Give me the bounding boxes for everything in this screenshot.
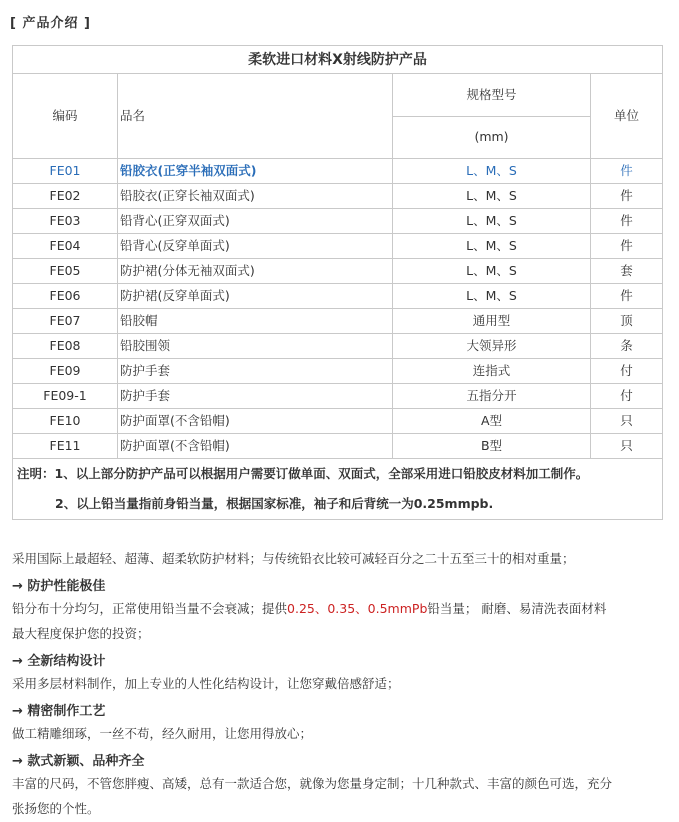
cell-spec: A型 <box>393 409 591 434</box>
table-row <box>13 434 663 459</box>
cell-name: 防护裙(反穿单面式) <box>118 284 393 309</box>
table-row <box>13 334 663 359</box>
table-row <box>13 409 663 434</box>
cell-name: 防护手套 <box>118 384 393 409</box>
table-row <box>13 234 663 259</box>
feature-heading-craft: → 精密制作工艺 <box>12 704 106 719</box>
feature-heading-protection: → 防护性能极佳 <box>12 579 106 594</box>
cell-code: FE10 <box>13 409 118 434</box>
intro-text: 采用国际上最超轻、超薄、超柔软防护材料；与传统铅衣比较可减轻百分之二十五至三十的相对重量； <box>12 551 575 566</box>
cell-name: 防护裙(分体无袖双面式) <box>118 259 393 284</box>
feature-text-part: 铅分布十分均匀，正常使用铅当量不会衰减；提供 <box>12 601 288 616</box>
cell-unit: 顶 <box>591 309 663 334</box>
cell-unit: 只 <box>591 409 663 434</box>
table-row <box>13 159 663 184</box>
feature-text-styles <box>12 771 667 821</box>
cell-name: 铅胶围领 <box>118 334 393 359</box>
cell-spec: B型 <box>393 434 591 459</box>
table-row <box>13 309 663 334</box>
table-note-1: 注明：1、以上部分防护产品可以根据用户需要订做单面、双面式，全部采用进口铅胶皮材料加工制作。 <box>13 459 663 490</box>
cell-spec: L、M、S <box>393 259 591 284</box>
cell-code: FE04 <box>13 234 118 259</box>
header-spec: 规格型号 <box>393 74 591 117</box>
cell-name: 铅背心(正穿双面式) <box>118 209 393 234</box>
table-note-2: 2、以上铅当量指前身铅当量，根据国家标准，袖子和后背统一为0.25mmpb. <box>13 489 663 520</box>
cell-code: FE01 <box>13 159 118 184</box>
cell-name: 铅胶帽 <box>118 309 393 334</box>
cell-code: FE09-1 <box>13 384 118 409</box>
cell-unit: 套 <box>591 259 663 284</box>
cell-name[interactable]: 铅胶衣(正穿半袖双面式) <box>118 159 393 184</box>
cell-name: 防护手套 <box>118 359 393 384</box>
cell-spec: 通用型 <box>393 309 591 334</box>
cell-unit: 只 <box>591 434 663 459</box>
feature-text-craft: 做工精雕细琢，一丝不苟，经久耐用，让您用得放心； <box>12 726 313 741</box>
cell-spec: 五指分开 <box>393 384 591 409</box>
cell-unit: 件 <box>591 209 663 234</box>
cell-name: 防护面罩(不含铅帽) <box>118 409 393 434</box>
cell-name: 铅胶衣(正穿长袖双面式) <box>118 184 393 209</box>
cell-unit: 件 <box>591 234 663 259</box>
table-row <box>13 384 663 409</box>
table-row <box>13 259 663 284</box>
feature-heading-structure: → 全新结构设计 <box>12 654 106 669</box>
lead-equivalent-values: 0.25、0.35、0.5mmPb <box>287 601 428 616</box>
cell-code: FE11 <box>13 434 118 459</box>
feature-text-part: 丰富的尺码，不管您胖瘦、高矮，总有一款适合您，就像为您量身定制；十几种款式、丰富的颜色可选，充分 <box>12 776 613 791</box>
feature-text-line2: 张扬您的个性。 <box>12 801 100 816</box>
cell-unit: 件 <box>591 159 663 184</box>
cell-unit: 付 <box>591 384 663 409</box>
cell-unit: 件 <box>591 284 663 309</box>
cell-code: FE06 <box>13 284 118 309</box>
product-table <box>12 45 663 520</box>
feature-heading-styles: → 款式新颖、品种齐全 <box>12 754 145 769</box>
feature-text-part: 铅当量； 耐磨、易清洗表面材料 <box>427 601 607 616</box>
cell-spec: L、M、S <box>393 159 591 184</box>
cell-unit: 件 <box>591 184 663 209</box>
table-row <box>13 184 663 209</box>
cell-spec: 连指式 <box>393 359 591 384</box>
header-code: 编码 <box>13 74 118 159</box>
table-row <box>13 209 663 234</box>
feature-text-structure: 采用多层材料制作，加上专业的人性化结构设计，让您穿戴倍感舒适； <box>12 676 400 691</box>
cell-spec: L、M、S <box>393 184 591 209</box>
header-unit: 单位 <box>591 74 663 159</box>
table-row <box>13 284 663 309</box>
cell-unit: 条 <box>591 334 663 359</box>
cell-name: 防护面罩(不含铅帽) <box>118 434 393 459</box>
cell-code: FE02 <box>13 184 118 209</box>
cell-spec: L、M、S <box>393 234 591 259</box>
cell-spec: 大领异形 <box>393 334 591 359</box>
table-caption: 柔软进口材料X射线防护产品 <box>13 46 663 74</box>
table-row <box>13 359 663 384</box>
cell-code: FE07 <box>13 309 118 334</box>
cell-code: FE05 <box>13 259 118 284</box>
cell-spec: L、M、S <box>393 209 591 234</box>
header-spec-unit: (mm) <box>393 116 591 159</box>
cell-spec: L、M、S <box>393 284 591 309</box>
feature-text-protection <box>12 596 667 646</box>
cell-code: FE09 <box>13 359 118 384</box>
cell-code: FE08 <box>13 334 118 359</box>
section-title: [ 产品介绍 ] <box>10 16 91 31</box>
cell-name: 铅背心(反穿单面式) <box>118 234 393 259</box>
cell-unit: 付 <box>591 359 663 384</box>
cell-code: FE03 <box>13 209 118 234</box>
header-name: 品名 <box>118 74 393 159</box>
feature-text-line2: 最大程度保护您的投资； <box>12 626 150 641</box>
